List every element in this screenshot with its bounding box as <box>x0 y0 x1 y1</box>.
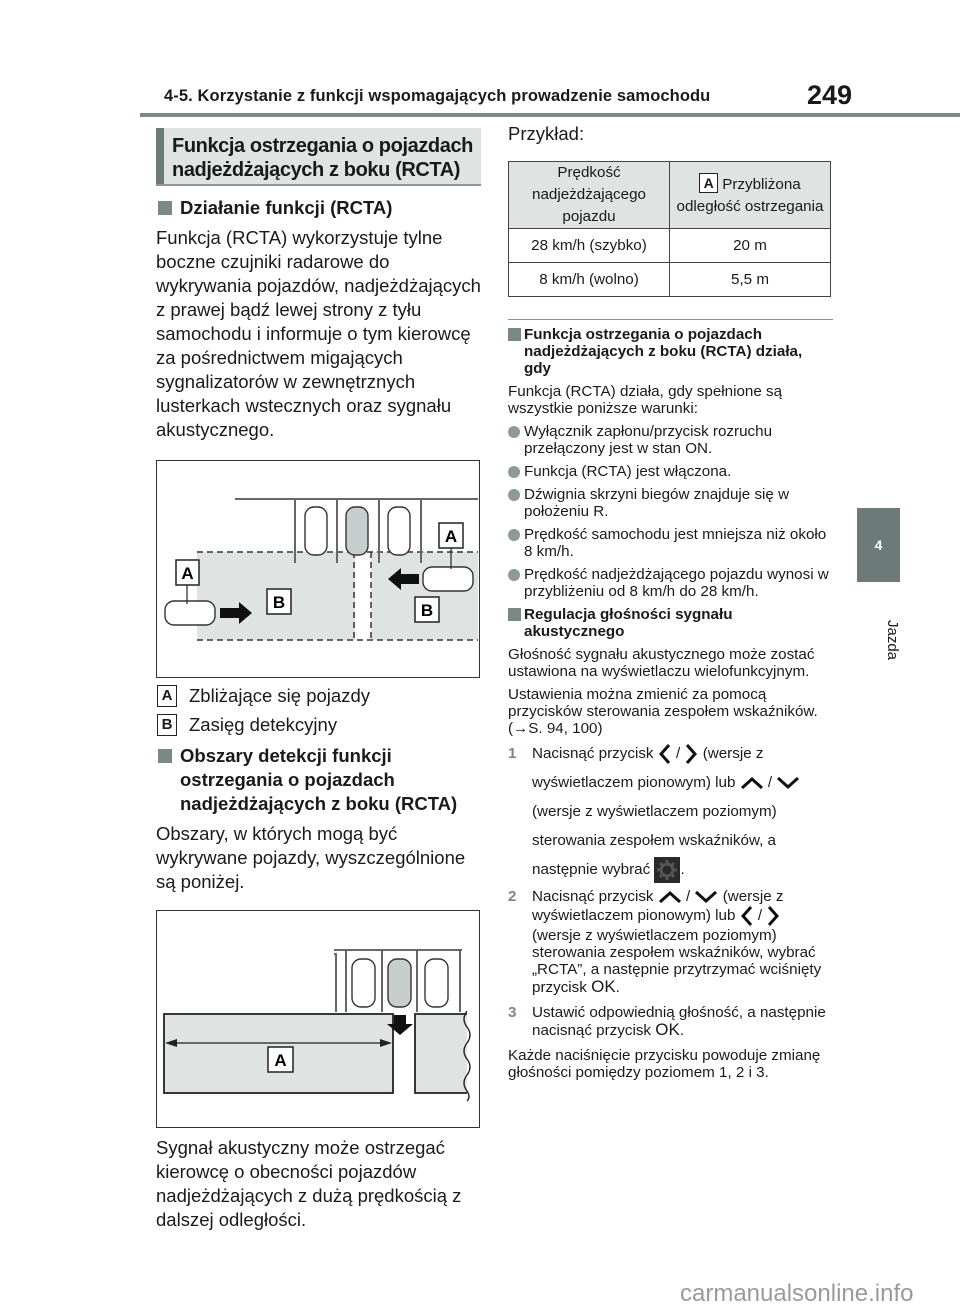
paragraph-volume-levels: Każde naciśnięcie przycisku powoduje zmianę głośności pomiędzy poziomem 1, 2 i 3. <box>508 1047 821 1081</box>
table-cell: 8 km/h (wolno) <box>509 263 670 297</box>
section-divider <box>508 319 833 320</box>
step-number: 3 <box>508 1004 517 1021</box>
condition-item: Prędkość nadjeżdżającego pojazdu wynosi w przybliżeniu od 8 km/h do 28 km/h. <box>508 566 833 600</box>
legend-key-a: A <box>157 685 177 707</box>
chapter-tab-label: Jazda <box>884 620 901 661</box>
step-2: 2 Nacisnąć przycisk / (wersje z wyświetlaczem pionowym) lub / (wersje z wyświetlaczem poziomym) sterowania zespołem wskaźników, wybrać „RCTA”, a następnie przytrzymać wciśnięty przycisk OK. <box>508 888 822 996</box>
table-row <box>509 229 831 263</box>
subheading-operation: Działanie funkcji (RCTA) <box>156 196 481 220</box>
condition-item: Prędkość samochodu jest mniejsza niż około 8 km/h. <box>508 526 833 560</box>
example-table <box>508 161 831 297</box>
page-number: 249 <box>806 80 852 110</box>
chevron-right-icon <box>684 743 698 765</box>
chevron-up-icon <box>658 890 682 904</box>
subheading-operating-conditions: Funkcja ostrzegania o pojazdach nadjeżdżających z boku (RCTA) działa, gdy <box>508 326 833 377</box>
left-column <box>156 128 481 1232</box>
figure-detection-area <box>156 910 480 1128</box>
right-column <box>508 122 833 1081</box>
parking-diagram-svg <box>157 461 478 676</box>
watermark: carmanualsonline.info <box>680 1280 914 1307</box>
chevron-down-icon <box>694 890 718 904</box>
legend-text-a: Zbliżające się pojazdy <box>189 685 370 706</box>
condition-item: Wyłącznik zapłonu/przycisk rozruchu przełączony jest w stan ON. <box>508 423 833 457</box>
ok-button-icon: OK <box>591 977 616 996</box>
legend-item-a <box>156 685 481 707</box>
svg-text:A: A <box>274 1051 287 1070</box>
header-divider <box>140 113 960 117</box>
svg-text:B: B <box>420 601 434 620</box>
section-title-line1: Funkcja ostrzegania o pojazdach <box>172 135 473 157</box>
subheading-volume-adjustment: Regulacja głośności sygnału akustycznego <box>508 606 833 640</box>
paragraph-acoustic-signal: Sygnał akustyczny może ostrzegać kierowcę o obecności pojazdów nadjeżdżających z dużą prędkością z dalszej odległości. <box>156 1137 462 1230</box>
chevron-up-icon <box>740 776 764 790</box>
detection-area-svg <box>157 911 478 1126</box>
chevron-left-icon <box>740 905 754 927</box>
ok-button-icon: OK <box>655 1020 680 1039</box>
step-number: 1 <box>508 745 517 762</box>
page-header <box>158 78 860 114</box>
svg-text:A: A <box>181 564 194 583</box>
legend-item-b <box>156 714 481 736</box>
chevron-right-icon <box>766 905 780 927</box>
figure-legend <box>156 685 481 736</box>
svg-text:A: A <box>444 527 458 546</box>
chapter-title: 4-5. Korzystanie z funkcji wspomagających prowadzenie samochodu <box>164 87 711 105</box>
table-row <box>509 263 831 297</box>
legend-key-b: B <box>157 714 177 736</box>
figure-rcta-approach <box>156 460 480 678</box>
step-3: 3 Ustawić odpowiednią głośność, a następnie nacisnąć przycisk OK. <box>508 1004 826 1039</box>
step-1: 1 Nacisnąć przycisk / (wersje z wyświetlaczem pionowym) lub / (wersje z wyświetlaczem poziomym) sterowania zespołem wskaźników, a następnie wybrać . <box>508 739 833 884</box>
example-label: Przykład: <box>508 123 585 144</box>
paragraph-conditions-intro: Funkcja (RCTA) działa, gdy spełnione są wszystkie poniższe warunki: <box>508 383 783 417</box>
legend-text-b: Zasięg detekcyjny <box>189 714 338 735</box>
step-number: 2 <box>508 888 517 905</box>
paragraph-volume-intro: Głośność sygnału akustycznego może zostać ustawiona na wyświetlaczu wielofunkcyjnym. <box>508 646 815 680</box>
chapter-tab[interactable]: 4 <box>857 508 900 582</box>
table-header-speed: Prędkość nadjeżdżającego pojazdu <box>509 162 670 229</box>
paragraph-detection-areas: Obszary, w których mogą być wykrywane pojazdy, wyszczególnione są poniżej. <box>156 823 466 892</box>
table-cell: 28 km/h (szybko) <box>509 229 670 263</box>
section-title-line2: nadjeżdżających z boku (RCTA) <box>172 159 461 181</box>
table-cell: 20 m <box>670 229 831 263</box>
svg-text:B: B <box>272 593 286 612</box>
section-title-box <box>156 128 481 186</box>
chevron-down-icon <box>776 776 800 790</box>
table-header-key: A <box>699 173 718 193</box>
subheading-detection-areas: Obszary detekcji funkcji ostrzegania o pojazdach nadjeżdżających z boku (RCTA) <box>156 744 481 816</box>
paragraph-settings-reference: Ustawienia można zmienić za pomocą przycisków sterowania zespołem wskaźników. (→S. 94, 100) <box>508 686 818 737</box>
table-header-distance: A Przybliżona odległość ostrzegania <box>670 162 831 229</box>
table-cell: 5,5 m <box>670 263 831 297</box>
paragraph-operation: Funkcja (RCTA) wykorzystuje tylne boczne czujniki radarowe do wykrywania pojazdów, nadjeżdżających z prawej bądź lewej strony z tyłu samochodu i informuje o tym kierowcę za pośrednictwem migających sygnalizatorów w zewnętrznych lusterkach wstecznych oraz sygnału akustycznego. <box>156 227 481 440</box>
condition-item: Dźwignia skrzyni biegów znajduje się w położeniu R. <box>508 486 833 520</box>
table-header-row <box>509 162 831 229</box>
chevron-left-icon <box>658 743 672 765</box>
condition-item: Funkcja (RCTA) jest włączona. <box>508 463 833 480</box>
settings-gear-icon <box>654 857 680 883</box>
